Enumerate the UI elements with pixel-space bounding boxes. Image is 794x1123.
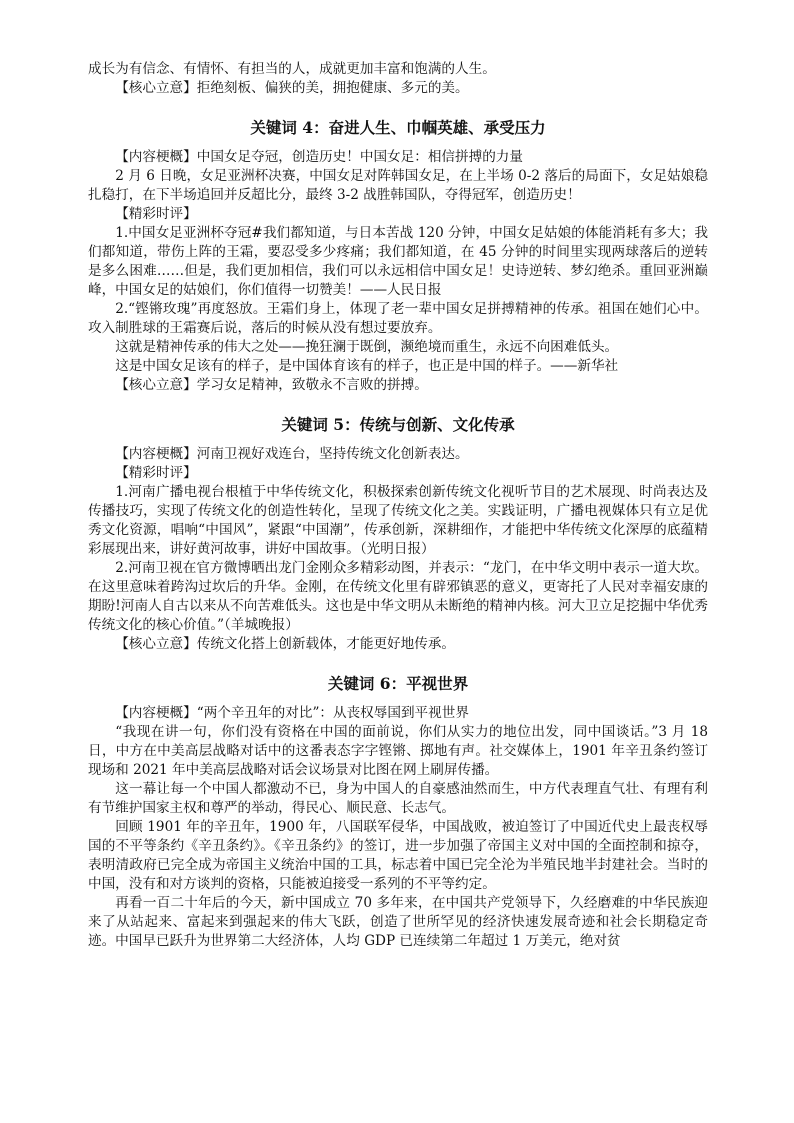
section4-summary: 【内容梗概】中国女足夺冠，创造历史！中国女足：相信拼搏的力量 <box>115 149 523 165</box>
section6-paragraph-3: 回顾 1901 年的辛丑年，1900 年，八国联军侵华，中国战败，被迫签订了中国近代史上最丧权辱国的不平等条约《辛丑条约》。《辛丑条约》的签订，进一步加强了帝国主义对中国的全面控制和掠夺， 表明清政府已完全成为帝国主义统治中国的工具，标志着中国已完全沦为半殖民地半封建社会。当时的中国，没有和对方谈判的资格，只能被迫接受一系列的不平等约定。 <box>88 819 708 892</box>
document-page <box>88 60 708 951</box>
section4-comment-1: 1.中国女足亚洲杯夺冠#我们都知道，与日本苦战 120 分钟，中国女足姑娘的体能消耗有多大；我们都知道，带伤上阵的王霜，要忍受多少疼痛；我们都知道，在 45 分钟的时间里实现两球落后的逆转是多么困难……但是，我们更加相信，我们可以永远相信中国女足！史诗逆转、梦幻绝杀。重回亚洲巅峰，中国女足的姑娘们，你们值得一切赞美！——人民日报 <box>88 225 708 298</box>
section4-comment-3: 这就是精神传承的伟大之处——挽狂澜于既倒，濒绝境而重生，永远不向困难低头。 <box>115 339 619 355</box>
section6-paragraph-1: “我现在讲一句，你们没有资格在中国的面前说，你们从实力的地位出发，同中国谈话。”3 月 18 日，中方在中美高层战略对话中的这番表态字字铿锵、掷地有声。社交媒体上，1901 年辛丑条约签订现场和 2021 年中美高层战略对话会议场景对比图在网上刷屏传播。 <box>88 724 708 778</box>
section4-comment-4: 这是中国女足该有的样子，是中国体育该有的样子，也正是中国的样子。——新华社 <box>115 358 619 374</box>
section5-core-idea: 【核心立意】传统文化搭上创新载体，才能更好地传承。 <box>115 636 456 652</box>
section6-title: 关键词 6：平视世界 <box>327 674 469 693</box>
section6-paragraph-4: 再看一百二十年后的今天，新中国成立 70 多年来，在中国共产党领导下，久经磨难的中华民族迎来了从站起来、富起来到强起来的伟大飞跃，创造了世所罕见的经济快速发展奇迹和社会长期稳定奇迹。中国早已跃升为世界第二大经济体，人均 GDP 已连续第二年超过 1 万美元，绝对贫 <box>88 895 708 949</box>
intro-core-idea: 【核心立意】拒绝刻板、偏狭的美，拥抱健康、多元的美。 <box>115 80 469 96</box>
section4-title: 关键词 4：奋进人生、巾帼英雄、承受压力 <box>250 118 546 137</box>
section4-body: 2 月 6 日晚，女足亚洲杯决赛，中国女足对阵韩国女足，在上半场 0-2 落后的局面下，女足姑娘稳扎稳打，在下半场追回并反超比分，最终 3-2 战胜韩国队，夺得冠军，创造历史！ <box>88 168 708 203</box>
section4-comment-label: 【精彩时评】 <box>115 206 197 222</box>
intro-paragraph: 成长为有信念、有情怀、有担当的人，成就更加丰富和饱满的人生。 <box>88 61 496 77</box>
section6-paragraph-2: 这一幕让每一个中国人都激动不已，身为中国人的自豪感油然而生，中方代表理直气壮、有理有利有节维护国家主权和尊严的举动，得民心、顺民意、长志气。 <box>88 781 708 816</box>
section5-comment-label: 【精彩时评】 <box>115 465 197 481</box>
section5-comment-2: 2.河南卫视在官方微博晒出龙门金刚众多精彩动图，并表示：“龙门，在中华文明中表示一道大坎。在这里意味着跨沟过坎后的升华。金刚，在传统文化里有辟邪镇恶的意义，更寄托了人民对幸福安康的期盼!河南人自古以来从不向苦难低头。这也是中华文明从未断绝的精神内核。河大卫立足挖掘中华优秀传统文化的核心价值。”（羊城晚报） <box>88 560 708 633</box>
section5-title: 关键词 5：传统与创新、文化传承 <box>281 415 515 434</box>
section5-summary: 【内容梗概】河南卫视好戏连台，坚持传统文化创新表达。 <box>115 446 469 462</box>
section6-summary: 【内容梗概】“两个辛丑年的对比”：从丧权辱国到平视世界 <box>115 705 469 721</box>
section4-core-idea: 【核心立意】学习女足精神，致敬永不言败的拼搏。 <box>115 377 428 393</box>
section4-comment-2: 2.“铿锵玫瑰”再度怒放。王霜们身上，体现了老一辈中国女足拼搏精神的传承。祖国在她们心中。攻入制胜球的王霜赛后说，落后的时候从没有想过要放弃。 <box>88 301 708 336</box>
section5-comment-1: 1.河南广播电视台根植于中华传统文化，积极探索创新传统文化视听节目的艺术展现、时尚表达及传播技巧，实现了传统文化的创造性转化，呈现了传统文化之美。实践证明，广播电视媒体只有立足优秀文化资源，唱响“中国风”，紧跟“中国潮”，传承创新，深耕细作，才能把中华传统文化深厚的底蕴精彩展现出来，讲好黄河故事，讲好中国故事。（光明日报） <box>88 484 708 557</box>
